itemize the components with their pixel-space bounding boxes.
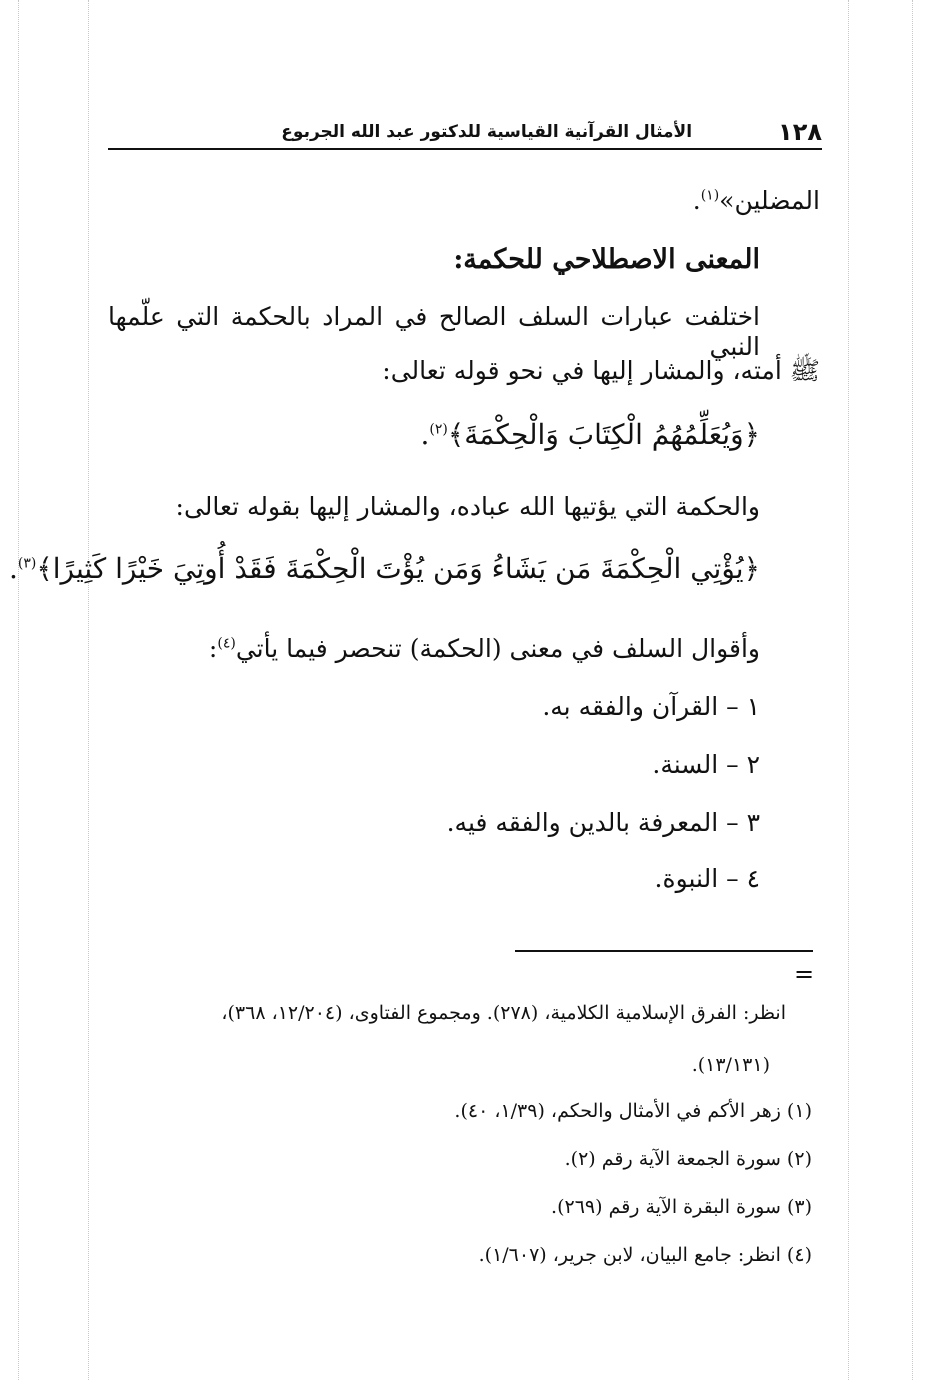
- verse-text: ﴿وَيُعَلِّمُهُمُ الْكِتَابَ وَالْحِكْمَةَ﴾: [447, 418, 760, 451]
- footnote-ref: (١): [700, 187, 720, 204]
- line-text: المضلين»: [719, 186, 820, 215]
- footnote-ref: (٣): [17, 555, 37, 572]
- quran-verse: [8, 552, 820, 586]
- list-item: ٣ – المعرفة بالدين والفقه فيه.: [446, 808, 760, 837]
- paragraph-text: وأقوال السلف في معنى (الحكمة) تنحصر فيما يأتي: [235, 634, 760, 663]
- paragraph-line: والحكمة التي يؤتيها الله عباده، والمشار إليها بقوله تعالى:: [175, 492, 760, 521]
- footnote-separator: [515, 950, 813, 952]
- footnote-continued-line: انظر: الفرق الإسلامية الكلامية، (٢٧٨). ومجموع الفتاوى، (١٢/٢٠٤، ٣٦٨)،: [221, 1002, 786, 1024]
- verse-text: ﴿يُؤْتِي الْحِكْمَةَ مَن يَشَاءُ وَمَن يُؤْتَ الْحِكْمَةَ فَقَدْ أُوتِيَ خَيْرًا كَثِيرًا﴾: [36, 552, 760, 585]
- section-heading: المعنى الاصطلاحي للحكمة:: [453, 244, 760, 275]
- list-item: ١ – القرآن والفقه به.: [542, 692, 760, 721]
- footnote-continuation-mark: =: [794, 960, 815, 988]
- footnote-item: (٣) سورة البقرة الآية رقم (٢٦٩).: [551, 1196, 812, 1218]
- paragraph-line: [108, 356, 820, 386]
- verse-end: .: [8, 552, 18, 585]
- list-item: ٤ – النبوة.: [654, 864, 760, 893]
- scan-edge-mark: [848, 0, 849, 1380]
- line-end: .: [692, 186, 701, 215]
- paragraph-line: اختلفت عبارات السلف الصالح في المراد بالحكمة التي علّمها النبي: [108, 302, 760, 361]
- scan-edge-mark: [18, 0, 19, 1380]
- body-line: [108, 186, 820, 216]
- footnote-item: (٢) سورة الجمعة الآية رقم (٢).: [564, 1148, 812, 1170]
- scan-edge-mark: [88, 0, 89, 1380]
- paragraph-line: [108, 634, 820, 664]
- paragraph-end: :: [208, 634, 218, 663]
- list-item: ٢ – السنة.: [652, 750, 760, 779]
- quran-verse: [108, 418, 820, 452]
- footnote-item: (١) زهر الأكم في الأمثال والحكم، (١/٣٩، ٤٠).: [454, 1100, 812, 1122]
- footnote-ref: (٤): [217, 635, 236, 652]
- scan-edge-mark: [912, 0, 913, 1380]
- footnote-item: (٤) انظر: جامع البيان، لابن جرير، (١/٦٠٧).: [478, 1244, 812, 1266]
- verse-end: .: [420, 418, 430, 451]
- running-title: الأمثال القرآنية القياسية للدكتور عبد الله الجربوع: [281, 122, 693, 142]
- footnote-continued-line: (١٣/١٣١).: [691, 1054, 770, 1076]
- paragraph-text: ﷺ أمته، والمشار إليها في نحو قوله تعالى:: [382, 356, 820, 385]
- page-number: ١٢٨: [778, 118, 822, 146]
- footnote-ref: (٢): [429, 421, 448, 438]
- page-header: [108, 116, 822, 150]
